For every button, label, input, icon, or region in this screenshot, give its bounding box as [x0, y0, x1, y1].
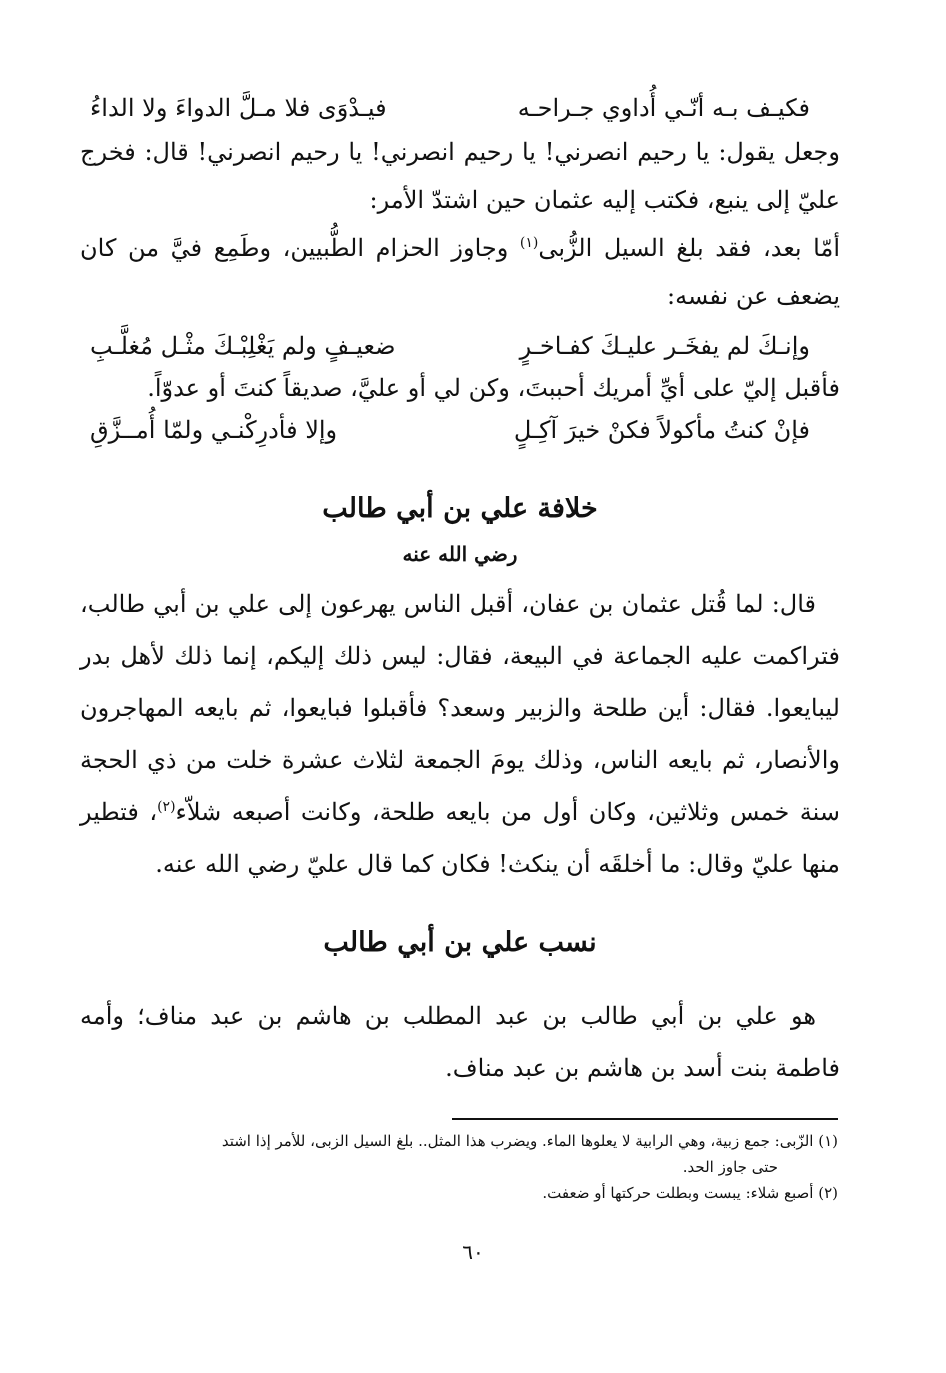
- section-1-subtitle: رضي الله عنه: [402, 542, 518, 566]
- footnote-2-text: أصبع شلاء: يبست وبطلت حركتها أو ضعفت.: [542, 1184, 814, 1202]
- verse-2-second-hemistich: ضعيـفٍ ولم يَغْلِبْـكَ مثْـل مُغلَّـبِ: [90, 332, 396, 360]
- page-number: ٦٠: [462, 1240, 484, 1264]
- footnote-2: [78, 1180, 838, 1206]
- verse-2: [80, 326, 840, 366]
- section-1-body: [80, 578, 840, 890]
- section-1-body-text: قال: لما قُتل عثمان بن عفان، أقبل الناس يهرعون إلى علي بن أبي طالب، فتراكمت عليه الجماعة في البيعة، فقال: ليس ذلك إليكم، إنما ذلك لأهل بدر ليبايعوا. فقال: أين طلحة والزبير وسعد؟ فأقبلوا فبايعوا، ثم بايعه المهاجرون والأنصار، ثم بايعه الناس، وذلك يومَ الجمعة لثلاث عشرة خلت من ذي الحجة سنة خمس وثلاثين، وكان أول من بايعه طلحة، وكانت أصبعه شلاّء: [80, 590, 840, 826]
- verse-1: [80, 88, 840, 128]
- paragraph-3: فأقبل إليّ على أيِّ أمريك أحببتَ، وكن لي أو عليَّ، صديقاً كنتَ أو عدوّاً.: [147, 374, 840, 402]
- section-1-body-text-cont: ، فتطير منها عليّ وقال: ما أخلقَه أن ينكث! فكان كما قال عليّ رضي الله عنه.: [80, 798, 840, 878]
- section-2-title: نسب علي بن أبي طالب: [323, 927, 597, 958]
- paragraph-2-text-cont: وجاوز الحزام الطُّبيين، وطَمِع فيَّ من كان يضعف عن نفسه:: [80, 234, 840, 310]
- verse-1-first-hemistich: فكيـف بـه أنّـي أُداوي جـراحـه: [517, 94, 810, 122]
- footnote-ref-2: (٢): [157, 799, 176, 815]
- footnote-1-number: (١): [818, 1132, 838, 1150]
- verse-2-first-hemistich: وإنـكَ لم يفخَـر عليـكَ كفـاخـرٍ: [519, 332, 810, 360]
- verse-3-second-hemistich: وإلا فأدرِكْنـي ولمّا أُمــزَّقِ: [90, 416, 338, 444]
- verse-3: [80, 410, 840, 450]
- footnote-ref-1: (١): [519, 235, 539, 251]
- section-1-title: خلافة علي بن أبي طالب: [322, 493, 598, 524]
- paragraph-1: وجعل يقول: يا رحيم انصرني! يا رحيم انصرني! يا رحيم انصرني! قال: فخرج عليّ إلى ينبع، فكتب إليه عثمان حين اشتدّ الأمر:: [80, 138, 840, 214]
- verse-1-second-hemistich: فيـدْوَى فلا مـلَّ الدواءَ ولا الداءُ: [90, 94, 387, 122]
- verse-3-first-hemistich: فإنْ كنتُ مأكولاً فكنْ خيرَ آكِـلٍ: [513, 416, 810, 444]
- paragraph-2: [80, 224, 840, 320]
- footnote-1-continuation: حتى جاوز الحد.: [682, 1158, 778, 1176]
- footnote-1: [78, 1128, 838, 1154]
- footnote-1-text: الزّبى: جمع زبية، وهي الرابية لا يعلوها الماء. ويضرب هذا المثل.. بلغ السيل الزبى، للأمر إذا اشتد: [221, 1132, 814, 1150]
- footnote-2-number: (٢): [818, 1184, 838, 1202]
- footnotes: [78, 1128, 838, 1206]
- paragraph-2-text: أمّا بعد، فقد بلغ السيل الزُّبى: [538, 234, 841, 262]
- section-2-body: هو علي بن أبي طالب بن عبد المطلب بن هاشم بن عبد مناف؛ وأمه فاطمة بنت أسد بن هاشم بن عبد مناف.: [80, 1002, 840, 1082]
- footnote-divider: [452, 1118, 838, 1120]
- page-body: [80, 88, 840, 1094]
